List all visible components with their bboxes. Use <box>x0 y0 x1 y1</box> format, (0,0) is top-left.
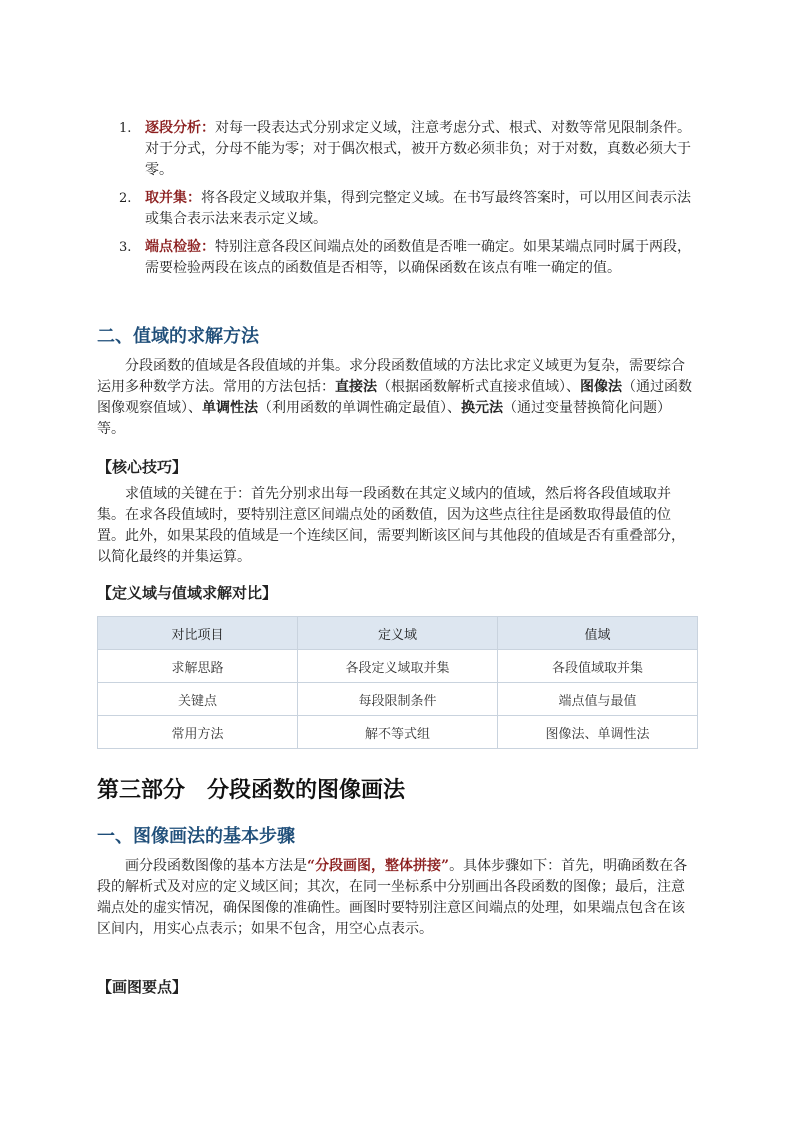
range-intro-paragraph <box>97 356 697 440</box>
list-number: 3. <box>119 240 132 255</box>
list-keyword: 端点检验： <box>145 239 215 255</box>
list-item <box>97 237 697 279</box>
table-cell: 每段限制条件 <box>297 683 497 716</box>
graph-steps-paragraph <box>97 856 697 940</box>
list-text: 特别注意各段区间端点处的函数值是否唯一确定。如果某端点同时属于两段，需要检验两段在该点的函数值是否相等，以确保函数在该点有唯一确定的值。 <box>145 239 691 276</box>
table-header-cell: 值域 <box>497 617 697 650</box>
table-row <box>98 716 698 749</box>
section-heading-range: 二、值域的求解方法 <box>97 326 259 347</box>
list-keyword: 取并集： <box>145 190 201 206</box>
ordered-list <box>97 118 697 286</box>
list-item <box>97 118 697 181</box>
table-header-cell: 定义域 <box>297 617 497 650</box>
table-row <box>98 683 698 716</box>
method-note: （通过变量替换简化问题）等。 <box>97 400 671 437</box>
drawing-points-title: 【画图要点】 <box>97 978 188 996</box>
table-cell: 端点值与最值 <box>497 683 697 716</box>
method-note: （利用函数的单调性确定最值）、 <box>258 400 461 416</box>
method-direct: 直接法 <box>335 379 377 395</box>
method-monotonic: 单调性法 <box>202 400 258 416</box>
method-substitution: 换元法 <box>461 400 503 416</box>
table-header-row <box>98 617 698 650</box>
method-quote: “分段画图，整体拼接” <box>307 858 450 874</box>
paragraph-text: 分段函数的值域是各段值域的并集。求分段函数值域的方法比求定义域更为复杂，需要综合运用多种数学方法。常用的方法包括： <box>97 358 685 395</box>
table-cell: 求解思路 <box>98 650 298 683</box>
list-number: 1. <box>119 121 132 136</box>
table-row <box>98 650 698 683</box>
list-keyword: 逐段分析： <box>145 120 215 136</box>
list-item <box>97 188 697 230</box>
table-cell: 各段定义域取并集 <box>297 650 497 683</box>
table-cell: 解不等式组 <box>297 716 497 749</box>
method-graph: 图像法 <box>580 379 622 395</box>
list-text: 对每一段表达式分别求定义域，注意考虑分式、根式、对数等常见限制条件。对于分式，分母不能为零；对于偶次根式，被开方数必须非负；对于对数，真数必须大于零。 <box>145 120 691 178</box>
paragraph-text: 画分段函数图像的基本方法是 <box>125 858 307 874</box>
core-tip-paragraph: 求值域的关键在于：首先分别求出每一段函数在其定义域内的值域，然后将各段值域取并集。在求各段值域时，要特别注意区间端点处的函数值，因为这些点往往是函数取得最值的位置。此外，如果某段的值域是一个连续区间，需要判断该区间与其他段的值域是否有重叠部分，以简化最终的并集运算。 <box>97 486 685 565</box>
paragraph-text: 。具体步骤如下：首先，明确函数在各段的解析式及对应的定义域区间；其次，在同一坐标系中分别画出各段函数的图像；最后，注意端点处的虚实情况，确保图像的准确性。画图时要特别注意区间端点的处理，如果端点包含在该区间内，用实心点表示；如果不包含，用空心点表示。 <box>97 858 688 937</box>
method-note: （通过函数图像观察值域）、 <box>97 379 692 416</box>
table-cell: 常用方法 <box>98 716 298 749</box>
list-text: 将各段定义域取并集，得到完整定义域。在书写最终答案时，可以用区间表示法或集合表示法来表示定义域。 <box>145 190 691 227</box>
table-header-cell: 对比项目 <box>98 617 298 650</box>
method-note: （根据函数解析式直接求值域）、 <box>377 379 580 395</box>
section-heading-graph-steps: 一、图像画法的基本步骤 <box>97 826 295 847</box>
list-number: 2. <box>119 191 132 206</box>
table-cell: 关键点 <box>98 683 298 716</box>
table-cell: 图像法、单调性法 <box>497 716 697 749</box>
part-three-title: 第三部分 分段函数的图像画法 <box>97 778 406 803</box>
comparison-table <box>97 616 698 749</box>
table-cell: 各段值域取并集 <box>497 650 697 683</box>
compare-title: 【定义域与值域求解对比】 <box>97 584 278 602</box>
core-tip-title: 【核心技巧】 <box>97 458 188 476</box>
